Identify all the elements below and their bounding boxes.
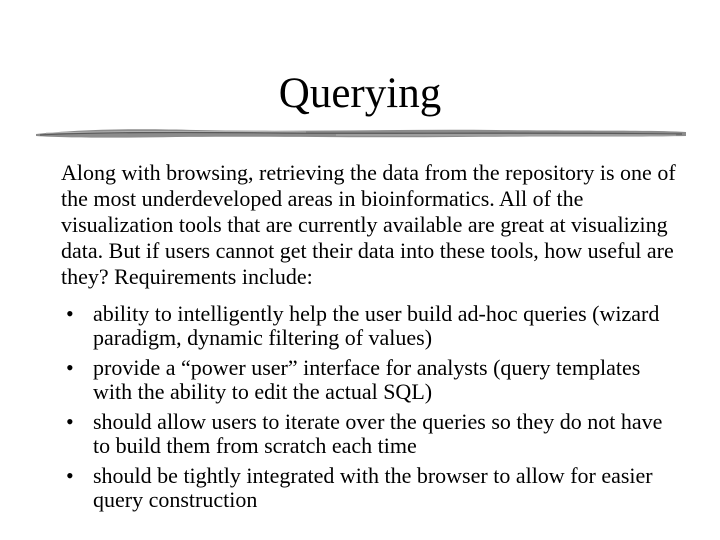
list-item-text: ability to intelligently help the user build ad-hoc queries (wizard paradigm, dynamic filtering of values) — [93, 301, 660, 350]
bullet-marker: • — [66, 355, 74, 380]
slide-title: Querying — [278, 70, 442, 117]
list-item — [60, 356, 680, 404]
list-item — [60, 464, 680, 512]
list-item-text: should allow users to iterate over the queries so they do not have to build them from scratch each time — [93, 409, 663, 458]
intro-paragraph: Along with browsing, retrieving the data from the repository is one of the most underdeveloped areas in bioinformatics. All of the visualization tools that are currently available are great at visualizing data. But if users cannot get their data into these tools, how useful are they? Requirements include: — [61, 160, 676, 289]
list-item-text: should be tightly integrated with the browser to allow for easier query construction — [93, 463, 653, 512]
list-item-text: provide a “power user” interface for analysts (query templates with the ability to edit the actual SQL) — [93, 355, 641, 404]
list-item — [60, 410, 680, 458]
list-item — [60, 302, 680, 350]
bullet-marker: • — [66, 463, 74, 488]
bullet-marker: • — [66, 409, 74, 434]
requirements-list — [60, 302, 680, 518]
bullet-marker: • — [66, 301, 74, 326]
title-underline-rule — [36, 124, 686, 142]
